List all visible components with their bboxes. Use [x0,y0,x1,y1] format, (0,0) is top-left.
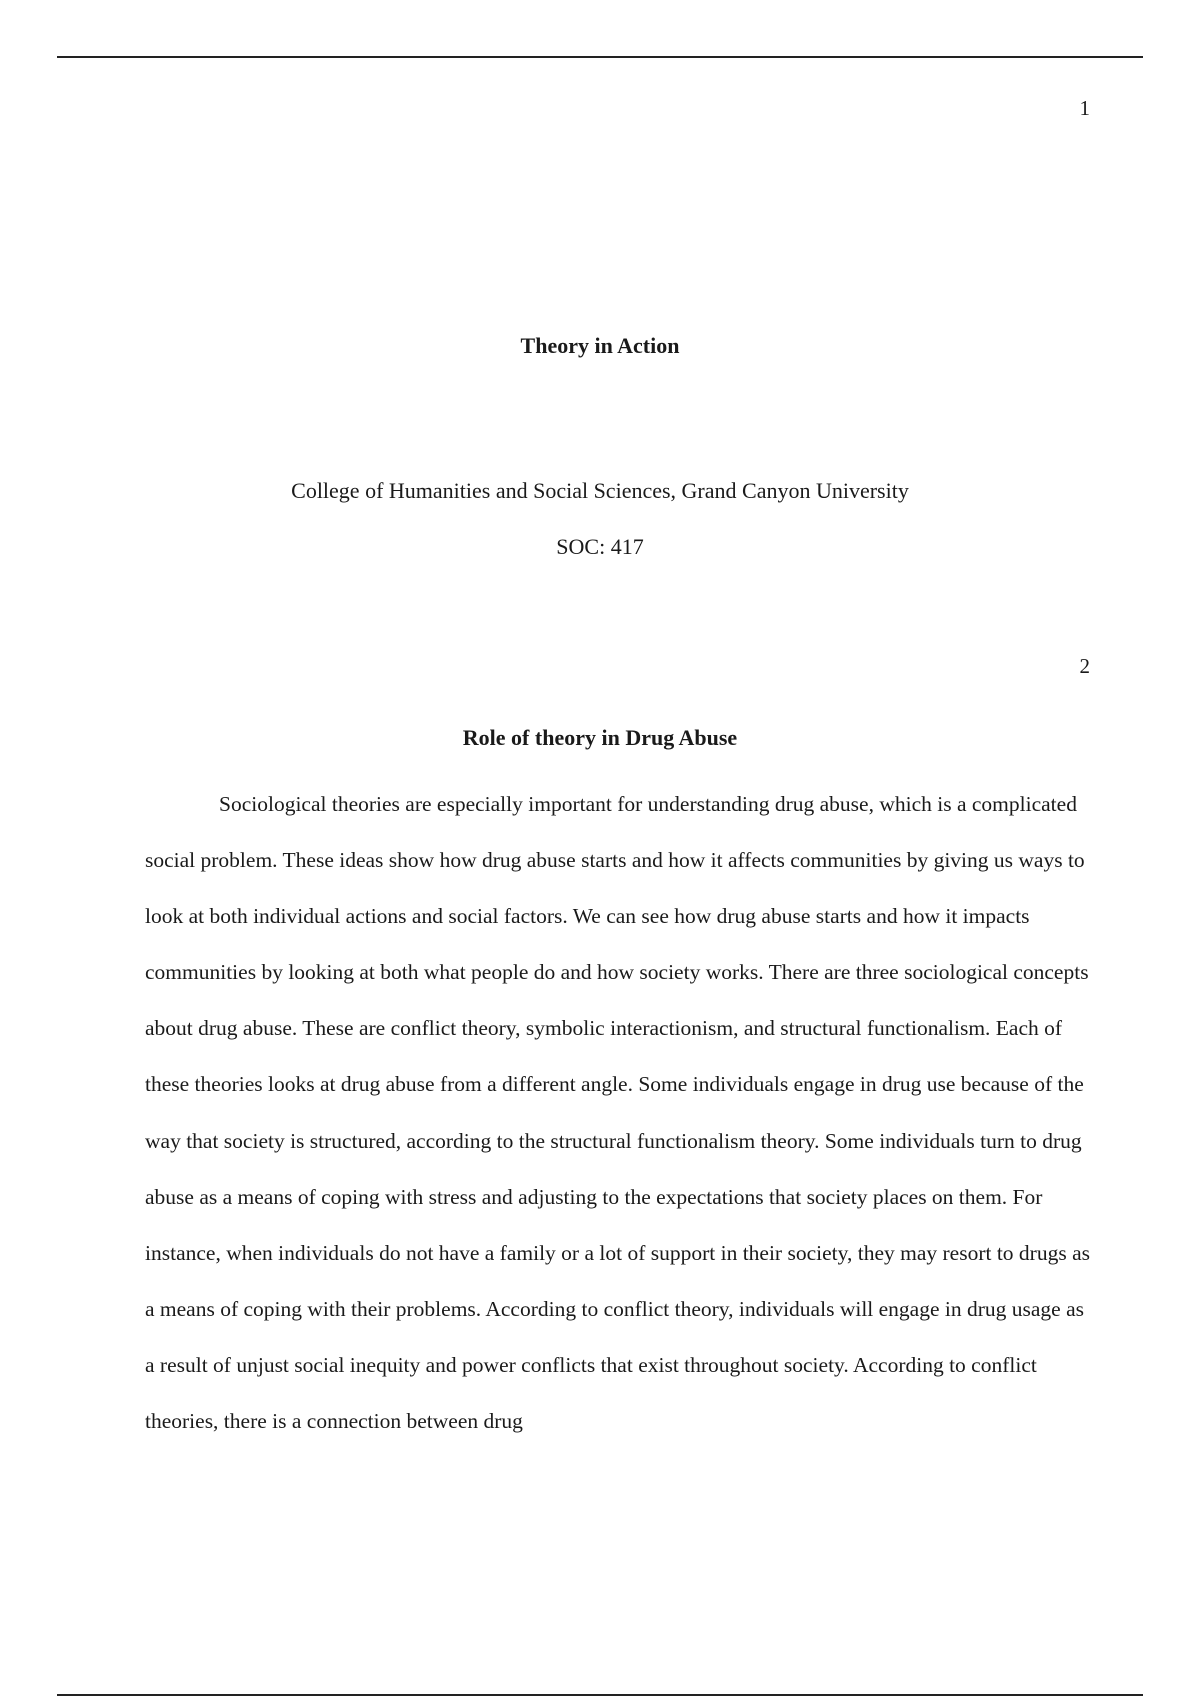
institution-affiliation: College of Humanities and Social Sciences, Grand Canyon University [291,478,909,503]
document-title: Theory in Action [520,333,680,358]
section-heading: Role of theory in Drug Abuse [462,725,738,750]
top-page-border [57,56,1143,58]
page-number: 2 [1079,654,1090,678]
page-number: 1 [1079,96,1090,120]
body-paragraph: Sociological theories are especially important for understanding drug abuse, which is a complicated social problem. These ideas show how drug abuse starts and how it affects communities by giving us ways to look at both individual actions and social factors. We can see how drug abuse starts and how it impacts communities by looking at both what people do and how society works. There are three sociological concepts about drug abuse. These are conflict theory, symbolic interactionism, and structural functionalism. Each of these theories looks at drug abuse from a different angle. Some individuals engage in drug use because of the way that society is structured, according to the structural functionalism theory. Some individuals turn to drug abuse as a means of coping with stress and adjusting to the expectations that society places on them. For instance, when individuals do not have a family or a lot of support in their society, they may resort to drugs as a means of coping with their problems. According to conflict theory, individuals will engage in drug usage as a result of unjust social inequity and power conflicts that exist throughout society. According to conflict theories, there is a connection between drug [145,792,1090,1434]
bottom-page-border [57,1694,1143,1696]
course-code: SOC: 417 [556,534,644,559]
